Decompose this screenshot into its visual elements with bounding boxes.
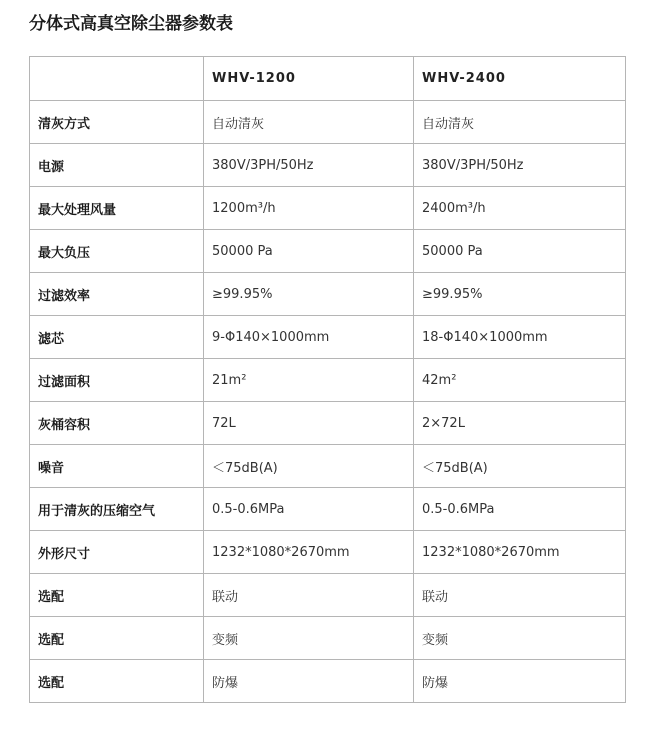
value-cell-model-1: 联动 bbox=[204, 574, 414, 617]
row-label: 电源 bbox=[30, 144, 204, 187]
table-row bbox=[30, 574, 626, 617]
header-cell-model-2: WHV-2400 bbox=[414, 57, 626, 101]
row-label: 清灰方式 bbox=[30, 101, 204, 144]
table-row bbox=[30, 660, 626, 703]
value-cell-model-1: 0.5-0.6MPa bbox=[204, 488, 414, 531]
row-label: 过滤效率 bbox=[30, 273, 204, 316]
value-cell-model-2: 18-Φ140×1000mm bbox=[414, 316, 626, 359]
value-cell-model-2: 防爆 bbox=[414, 660, 626, 703]
table-row bbox=[30, 359, 626, 402]
value-cell-model-1: 9-Φ140×1000mm bbox=[204, 316, 414, 359]
row-label: 滤芯 bbox=[30, 316, 204, 359]
value-cell-model-2: 变频 bbox=[414, 617, 626, 660]
value-cell-model-2: 联动 bbox=[414, 574, 626, 617]
value-cell-model-1: 变频 bbox=[204, 617, 414, 660]
value-cell-model-2: 0.5-0.6MPa bbox=[414, 488, 626, 531]
value-cell-model-2: 2400m³/h bbox=[414, 187, 626, 230]
row-label: 噪音 bbox=[30, 445, 204, 488]
row-label: 最大负压 bbox=[30, 230, 204, 273]
value-cell-model-2: 自动清灰 bbox=[414, 101, 626, 144]
value-cell-model-1: 自动清灰 bbox=[204, 101, 414, 144]
value-cell-model-2: ≥99.95% bbox=[414, 273, 626, 316]
value-cell-model-1: ≥99.95% bbox=[204, 273, 414, 316]
value-cell-model-1: 21m² bbox=[204, 359, 414, 402]
table-row bbox=[30, 144, 626, 187]
row-label: 过滤面积 bbox=[30, 359, 204, 402]
value-cell-model-2: 2×72L bbox=[414, 402, 626, 445]
value-cell-model-1: 1232*1080*2670mm bbox=[204, 531, 414, 574]
value-cell-model-2: ＜75dB(A) bbox=[414, 445, 626, 488]
header-cell-model-1: WHV-1200 bbox=[204, 57, 414, 101]
table-row bbox=[30, 531, 626, 574]
value-cell-model-1: 72L bbox=[204, 402, 414, 445]
header-cell-empty bbox=[30, 57, 204, 101]
row-label: 用于清灰的压缩空气 bbox=[30, 488, 204, 531]
table-row bbox=[30, 187, 626, 230]
table-header-row bbox=[30, 57, 626, 101]
value-cell-model-2: 50000 Pa bbox=[414, 230, 626, 273]
value-cell-model-1: ＜75dB(A) bbox=[204, 445, 414, 488]
row-label: 选配 bbox=[30, 617, 204, 660]
value-cell-model-2: 1232*1080*2670mm bbox=[414, 531, 626, 574]
table-row bbox=[30, 101, 626, 144]
table-row bbox=[30, 488, 626, 531]
page-title: 分体式高真空除尘器参数表 bbox=[29, 14, 233, 34]
value-cell-model-1: 50000 Pa bbox=[204, 230, 414, 273]
value-cell-model-2: 42m² bbox=[414, 359, 626, 402]
row-label: 选配 bbox=[30, 574, 204, 617]
table-row bbox=[30, 445, 626, 488]
table-row bbox=[30, 402, 626, 445]
value-cell-model-1: 1200m³/h bbox=[204, 187, 414, 230]
spec-table bbox=[29, 56, 626, 703]
row-label: 最大处理风量 bbox=[30, 187, 204, 230]
table-row bbox=[30, 230, 626, 273]
row-label: 外形尺寸 bbox=[30, 531, 204, 574]
row-label: 选配 bbox=[30, 660, 204, 703]
table-row bbox=[30, 617, 626, 660]
value-cell-model-1: 380V/3PH/50Hz bbox=[204, 144, 414, 187]
table-row bbox=[30, 316, 626, 359]
value-cell-model-2: 380V/3PH/50Hz bbox=[414, 144, 626, 187]
value-cell-model-1: 防爆 bbox=[204, 660, 414, 703]
row-label: 灰桶容积 bbox=[30, 402, 204, 445]
table-row bbox=[30, 273, 626, 316]
